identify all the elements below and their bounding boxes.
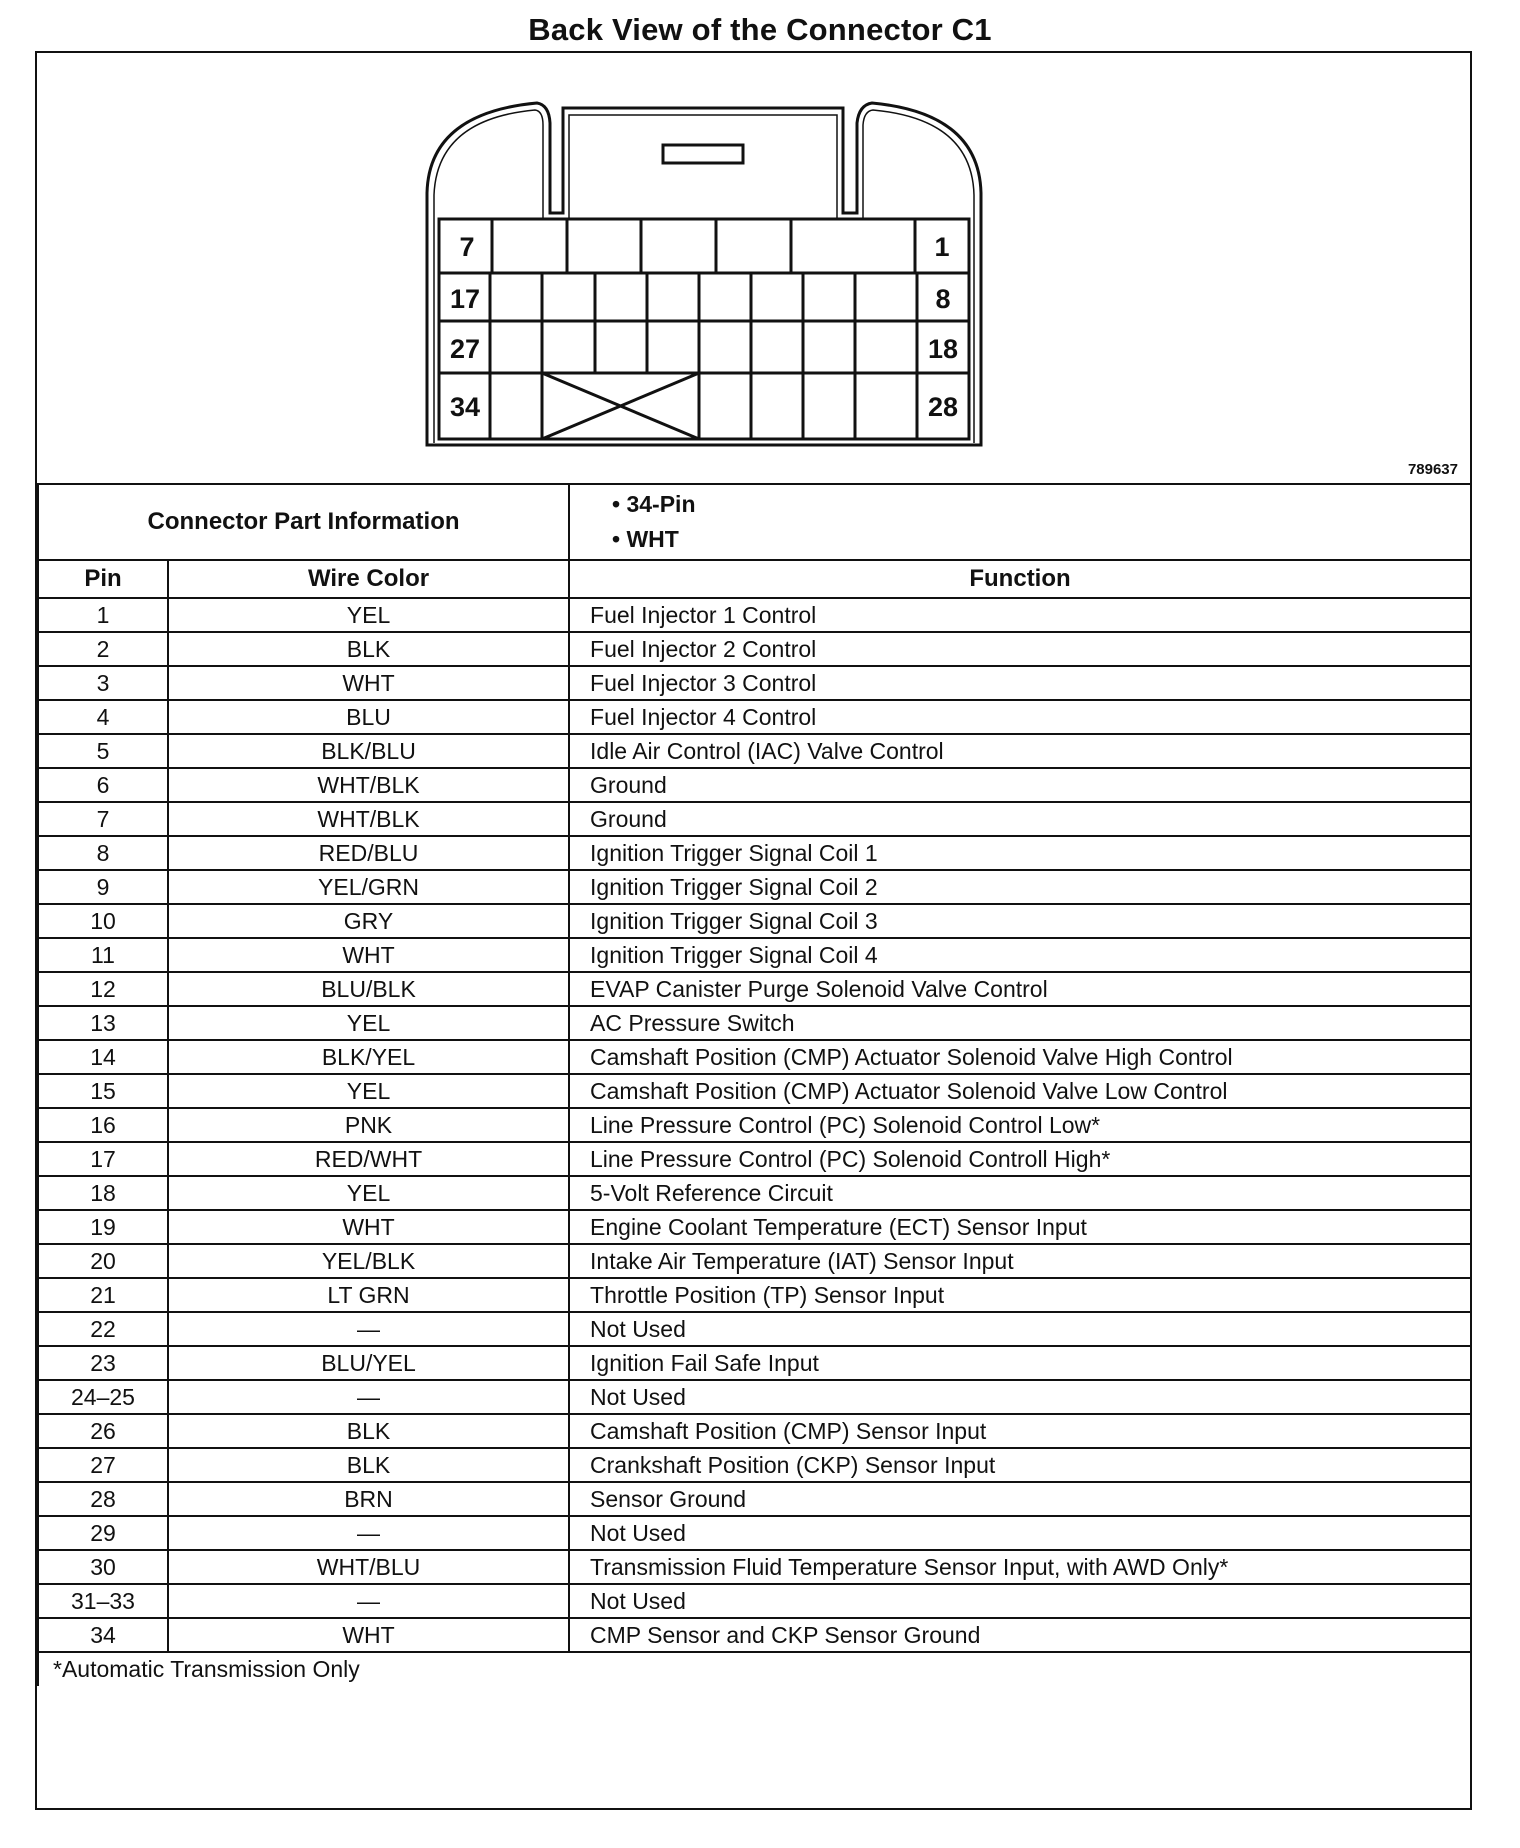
wire-color-cell: PNK	[168, 1108, 569, 1142]
pin-cell: 16	[38, 1108, 168, 1142]
table-row	[38, 1312, 1471, 1346]
pin-label: 7	[459, 232, 475, 262]
function-cell: Sensor Ground	[569, 1482, 1471, 1516]
pin-cell: 5	[38, 734, 168, 768]
function-cell: Fuel Injector 1 Control	[569, 598, 1471, 632]
pin-cell: 28	[38, 1482, 168, 1516]
wire-color-cell: YEL	[168, 1006, 569, 1040]
connector-drawing	[37, 53, 1470, 483]
function-cell: Camshaft Position (CMP) Actuator Solenoid Valve Low Control	[569, 1074, 1471, 1108]
table-row	[38, 1244, 1471, 1278]
table-row	[38, 734, 1471, 768]
wire-color-cell: WHT	[168, 666, 569, 700]
function-cell: Engine Coolant Temperature (ECT) Sensor Input	[569, 1210, 1471, 1244]
wire-color-cell: BLK	[168, 1448, 569, 1482]
pin-cell: 14	[38, 1040, 168, 1074]
wire-color-cell: BLK/YEL	[168, 1040, 569, 1074]
function-cell: Line Pressure Control (PC) Solenoid Controll High*	[569, 1142, 1471, 1176]
pin-table	[37, 483, 1472, 1686]
function-cell: Ground	[569, 768, 1471, 802]
pin-cell: 27	[38, 1448, 168, 1482]
pin-cell: 11	[38, 938, 168, 972]
pin-cell: 21	[38, 1278, 168, 1312]
table-row	[38, 1516, 1471, 1550]
function-cell: Idle Air Control (IAC) Valve Control	[569, 734, 1471, 768]
table-row	[38, 1108, 1471, 1142]
wire-color-cell: YEL	[168, 1074, 569, 1108]
pin-cell: 13	[38, 1006, 168, 1040]
function-cell: Intake Air Temperature (IAT) Sensor Input	[569, 1244, 1471, 1278]
column-header-function: Function	[569, 560, 1471, 598]
pin-label: 17	[449, 284, 481, 314]
pin-cell: 20	[38, 1244, 168, 1278]
table-header-row	[38, 560, 1471, 598]
function-cell: Fuel Injector 3 Control	[569, 666, 1471, 700]
pin-cell: 15	[38, 1074, 168, 1108]
function-cell: Crankshaft Position (CKP) Sensor Input	[569, 1448, 1471, 1482]
wire-color-cell: RED/BLU	[168, 836, 569, 870]
function-cell: Ignition Trigger Signal Coil 3	[569, 904, 1471, 938]
page-title: Back View of the Connector C1	[528, 12, 992, 47]
part-info-values	[569, 484, 1471, 560]
function-cell: Transmission Fluid Temperature Sensor Input, with AWD Only*	[569, 1550, 1471, 1584]
function-cell: Fuel Injector 4 Control	[569, 700, 1471, 734]
wire-color-cell: WHT	[168, 1618, 569, 1652]
pin-cell: 2	[38, 632, 168, 666]
pin-cell: 17	[38, 1142, 168, 1176]
table-row	[38, 1074, 1471, 1108]
pin-cell: 19	[38, 1210, 168, 1244]
connector-latch-slot	[663, 145, 743, 163]
pin-label: 34	[449, 392, 481, 422]
table-row	[38, 1142, 1471, 1176]
footnote-row	[38, 1652, 1471, 1686]
table-row	[38, 1380, 1471, 1414]
table-row	[38, 1414, 1471, 1448]
wire-color-cell: RED/WHT	[168, 1142, 569, 1176]
connector-diagram-area	[37, 53, 1470, 485]
function-cell: Camshaft Position (CMP) Sensor Input	[569, 1414, 1471, 1448]
wire-color-cell: BRN	[168, 1482, 569, 1516]
part-info-item: • WHT	[612, 526, 679, 552]
wire-color-cell: WHT/BLK	[168, 768, 569, 802]
wire-color-cell: GRY	[168, 904, 569, 938]
table-row	[38, 1346, 1471, 1380]
table-row	[38, 632, 1471, 666]
footnote: *Automatic Transmission Only	[38, 1652, 1471, 1686]
table-row	[38, 802, 1471, 836]
pin-cell: 9	[38, 870, 168, 904]
part-info-row	[38, 484, 1471, 560]
function-cell: AC Pressure Switch	[569, 1006, 1471, 1040]
table-row	[38, 768, 1471, 802]
pin-cell: 4	[38, 700, 168, 734]
wire-color-cell: BLU/YEL	[168, 1346, 569, 1380]
pin-grid-outline	[439, 219, 969, 439]
function-cell: Fuel Injector 2 Control	[569, 632, 1471, 666]
pin-cell: 18	[38, 1176, 168, 1210]
column-header-wire-color: Wire Color	[168, 560, 569, 598]
pin-cell: 22	[38, 1312, 168, 1346]
wire-color-cell: YEL	[168, 598, 569, 632]
function-cell: Ground	[569, 802, 1471, 836]
pin-cell: 12	[38, 972, 168, 1006]
table-row	[38, 1448, 1471, 1482]
function-cell: Throttle Position (TP) Sensor Input	[569, 1278, 1471, 1312]
table-row	[38, 938, 1471, 972]
pin-cell: 6	[38, 768, 168, 802]
table-row	[38, 836, 1471, 870]
pin-label: 1	[934, 232, 950, 262]
function-cell: Not Used	[569, 1516, 1471, 1550]
wire-color-cell: BLK/BLU	[168, 734, 569, 768]
pin-cell: 29	[38, 1516, 168, 1550]
wire-color-cell: WHT/BLU	[168, 1550, 569, 1584]
pin-cell: 1	[38, 598, 168, 632]
pin-cell: 24–25	[38, 1380, 168, 1414]
pin-cell: 8	[38, 836, 168, 870]
table-row	[38, 700, 1471, 734]
pin-cell: 10	[38, 904, 168, 938]
wire-color-cell: YEL	[168, 1176, 569, 1210]
table-row	[38, 1006, 1471, 1040]
function-cell: Ignition Fail Safe Input	[569, 1346, 1471, 1380]
wire-color-cell: YEL/GRN	[168, 870, 569, 904]
part-info-item: • 34-Pin	[612, 491, 696, 517]
function-cell: Ignition Trigger Signal Coil 2	[569, 870, 1471, 904]
pin-cell: 26	[38, 1414, 168, 1448]
pin-cell: 7	[38, 802, 168, 836]
function-cell: CMP Sensor and CKP Sensor Ground	[569, 1618, 1471, 1652]
function-cell: Camshaft Position (CMP) Actuator Solenoid Valve High Control	[569, 1040, 1471, 1074]
figure-number: 789637	[1407, 461, 1458, 478]
function-cell: Not Used	[569, 1380, 1471, 1414]
part-info-label: Connector Part Information	[38, 484, 569, 560]
pin-label: 8	[935, 284, 951, 314]
wire-color-cell: —	[168, 1584, 569, 1618]
table-row	[38, 1618, 1471, 1652]
wire-color-cell: BLK	[168, 632, 569, 666]
table-row	[38, 1482, 1471, 1516]
wire-color-cell: BLU	[168, 700, 569, 734]
connector-frame	[35, 51, 1472, 1810]
table-row	[38, 598, 1471, 632]
column-header-pin: Pin	[38, 560, 168, 598]
table-row	[38, 1550, 1471, 1584]
pin-label: 27	[449, 334, 481, 364]
wire-color-cell: WHT	[168, 938, 569, 972]
function-cell: Ignition Trigger Signal Coil 4	[569, 938, 1471, 972]
wire-color-cell: —	[168, 1516, 569, 1550]
pin-label: 28	[927, 392, 959, 422]
pin-cell: 31–33	[38, 1584, 168, 1618]
table-row	[38, 1040, 1471, 1074]
wire-color-cell: —	[168, 1380, 569, 1414]
wire-color-cell: —	[168, 1312, 569, 1346]
table-row	[38, 870, 1471, 904]
function-cell: Line Pressure Control (PC) Solenoid Control Low*	[569, 1108, 1471, 1142]
wire-color-cell: BLU/BLK	[168, 972, 569, 1006]
table-row	[38, 904, 1471, 938]
pin-cell: 23	[38, 1346, 168, 1380]
pin-cell: 30	[38, 1550, 168, 1584]
pin-label: 18	[927, 334, 959, 364]
table-row	[38, 1176, 1471, 1210]
connector-housing-inner-outline	[434, 110, 974, 443]
function-cell: 5-Volt Reference Circuit	[569, 1176, 1471, 1210]
table-row	[38, 1278, 1471, 1312]
function-cell: Ignition Trigger Signal Coil 1	[569, 836, 1471, 870]
table-row	[38, 666, 1471, 700]
wire-color-cell: WHT	[168, 1210, 569, 1244]
table-row	[38, 1584, 1471, 1618]
wire-color-cell: YEL/BLK	[168, 1244, 569, 1278]
wire-color-cell: BLK	[168, 1414, 569, 1448]
wire-color-cell: LT GRN	[168, 1278, 569, 1312]
function-cell: EVAP Canister Purge Solenoid Valve Control	[569, 972, 1471, 1006]
function-cell: Not Used	[569, 1312, 1471, 1346]
table-row	[38, 972, 1471, 1006]
function-cell: Not Used	[569, 1584, 1471, 1618]
pin-cell: 34	[38, 1618, 168, 1652]
table-row	[38, 1210, 1471, 1244]
wire-color-cell: WHT/BLK	[168, 802, 569, 836]
pin-cell: 3	[38, 666, 168, 700]
